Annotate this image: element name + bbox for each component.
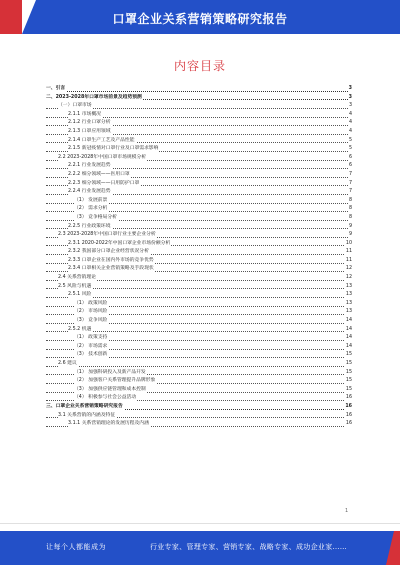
toc-entry-text: 2.2.3 细分领域——日用防护口罩 [68,180,140,189]
toc-entry-text: （3） 竞争风险 [74,317,108,326]
toc-entry[interactable] [46,145,352,154]
toc-entry[interactable] [46,257,352,266]
toc-entry-text: 2.2.4 行业发展趋势 [68,188,112,197]
toc-entry[interactable] [46,274,352,283]
toc-entry-page: 8 [348,197,352,206]
toc-entry-page: 10 [345,240,352,249]
toc-entry-page: 11 [345,248,352,257]
toc-entry-page: 16 [345,412,352,421]
toc-entry[interactable] [46,137,352,146]
toc-entry-text: 2.3.4 口罩相关企业营销策略及手段现状 [68,265,155,274]
toc-entry-text: （3） 加强供应链管理和成本控制 [74,386,147,395]
footer-red-accent [386,531,400,565]
toc-entry-text: 2.3 2023-2028年中国口罩行业主要企业分析 [58,231,157,240]
toc-entry-text: 一、引言 [46,85,66,94]
toc-entry-text: 2.2.2 细分领域——医用口罩 [68,171,131,180]
table-of-contents [46,85,352,429]
toc-entry[interactable] [46,300,352,309]
toc-entry[interactable] [46,102,352,111]
toc-entry[interactable] [46,291,352,300]
toc-entry-text: 2.1.3 口罩应用领域 [68,128,112,137]
toc-entry-page: 9 [348,223,352,232]
toc-entry-text: 2.5.2 机遇 [68,326,92,335]
toc-entry-page: 12 [345,265,352,274]
footer-divider [0,523,400,524]
toc-entry-text: 2.1.2 行业口罩分析 [68,119,112,128]
toc-entry[interactable] [46,248,352,257]
toc-entry-page: 16 [344,403,352,412]
toc-entry[interactable] [46,188,352,197]
toc-entry-text: （1） 加强科研投入及新产品开发 [74,369,147,378]
toc-entry-text: 2.3.2 我国部分口罩企业经营状况分析 [68,248,150,257]
toc-entry-text: （一）口罩市场 [58,102,93,111]
toc-entry[interactable] [46,351,352,360]
toc-entry[interactable] [46,377,352,386]
toc-entry-page: 14 [345,343,352,352]
toc-entry[interactable] [46,326,352,335]
toc-entry-text: 二、2023-2028年口罩市场前景及趋势预测 [46,94,143,103]
toc-entry[interactable] [46,343,352,352]
toc-entry-page: 14 [345,326,352,335]
toc-entry-page: 5 [348,137,352,146]
toc-entry-text: （2） 需求分析 [74,205,108,214]
toc-heading: 内容目录 [173,59,226,73]
toc-entry-page: 7 [348,180,352,189]
toc-entry[interactable] [46,240,352,249]
toc-entry-page: 4 [348,119,352,128]
toc-entry-page: 15 [345,377,352,386]
toc-entry[interactable] [46,162,352,171]
toc-entry[interactable] [46,360,352,369]
toc-entry-text: （1） 政策风险 [74,300,108,309]
toc-entry[interactable] [46,394,352,403]
toc-entry[interactable] [46,308,352,317]
toc-entry-text: 2.3.3 口罩企业在国内外市场的竞争优势 [68,257,155,266]
toc-entry[interactable] [46,403,352,412]
toc-entry[interactable] [46,317,352,326]
toc-entry-page: 8 [348,214,352,223]
toc-entry-page: 13 [345,283,352,292]
toc-entry-text: （4） 积极参与社会公益活动 [74,394,137,403]
toc-entry-text: 2.2.1 行业发展趋势 [68,162,112,171]
toc-entry-text: 2.5.1 风险 [68,291,92,300]
toc-entry-page: 11 [345,257,352,266]
toc-entry[interactable] [46,369,352,378]
toc-entry-page: 4 [348,111,352,120]
toc-entry[interactable] [46,214,352,223]
toc-entry-text: （2） 市场需求 [74,343,108,352]
footer-banner [0,531,400,565]
toc-entry-page: 16 [345,394,352,403]
footer-slogan-left: 让每个人都能成为 [46,543,106,551]
toc-entry-page: 3 [348,94,352,103]
toc-entry-page: 15 [345,369,352,378]
toc-entry-text: 三、口罩企业关系营销策略研究报告 [46,403,124,412]
toc-leader-dots [46,91,348,92]
toc-entry[interactable] [46,119,352,128]
toc-entry[interactable] [46,283,352,292]
toc-entry-text: （2） 市场风险 [74,308,108,317]
toc-entry-page: 7 [348,188,352,197]
toc-entry[interactable] [46,128,352,137]
toc-entry-text: 2.4 关系营销理论 [58,274,97,283]
toc-entry-page: 7 [348,171,352,180]
toc-entry-text: 2.1.4 口罩生产工艺及产品性能 [68,137,136,146]
toc-entry[interactable] [46,171,352,180]
toc-entry-text: 2.6 建议 [58,360,78,369]
toc-entry-text: 2.1.1 市场概况 [68,111,102,120]
toc-entry-text: 2.1.5 新冠疫情对口罩行业及口罩需求影响 [68,145,159,154]
toc-entry-text: 3.1.1 关系营销理论的发展历程及内涵 [68,420,150,429]
toc-entry[interactable] [46,334,352,343]
toc-entry-page: 9 [348,231,352,240]
toc-entry-text: 2.5 风险与机遇 [58,283,92,292]
toc-entry[interactable] [46,85,352,94]
header-banner [0,0,400,34]
toc-entry-page: 13 [345,300,352,309]
toc-entry-page: 15 [345,386,352,395]
toc-entry[interactable] [46,154,352,163]
toc-entry-page: 5 [348,145,352,154]
toc-entry-page: 6 [348,154,352,163]
toc-entry-page: 12 [345,274,352,283]
toc-entry[interactable] [46,386,352,395]
toc-entry-page: 3 [348,85,352,94]
toc-entry[interactable] [46,412,352,421]
toc-entry-text: 2.2 2023-2028年中国口罩市场规模分析 [58,154,147,163]
toc-entry[interactable] [46,205,352,214]
toc-entry-text: （1） 发展前景 [74,197,108,206]
toc-entry[interactable] [46,197,352,206]
toc-entry-text: （3） 竞争格局分析 [74,214,118,223]
toc-entry-text: （2） 加强客户关系管理提升品牌形象 [74,377,156,386]
toc-entry[interactable] [46,94,352,103]
toc-entry[interactable] [46,265,352,274]
toc-entry-page: 8 [348,205,352,214]
toc-entry[interactable] [46,231,352,240]
toc-entry-page: 15 [345,360,352,369]
toc-entry-text: 2.2.5 行业政策环境 [68,223,112,232]
toc-entry-page: 14 [345,317,352,326]
footer-slogan-right: 行业专家、管理专家、营销专家、战略专家、成功企业家…… [150,543,348,551]
toc-entry-text: 2.3.1 2020-2022年中国口罩企业市场份额分析 [68,240,171,249]
document-title: 口罩企业关系营销策略研究报告 [112,12,288,26]
toc-entry[interactable] [46,223,352,232]
toc-entry-text: （1） 政策支持 [74,334,108,343]
toc-entry[interactable] [46,420,352,429]
toc-entry-page: 14 [345,334,352,343]
toc-entry[interactable] [46,111,352,120]
toc-entry-page: 13 [345,308,352,317]
toc-entry-text: （3） 技术创新 [74,351,108,360]
toc-entry-page: 3 [348,102,352,111]
toc-entry-page: 16 [345,420,352,429]
toc-entry-page: 15 [345,351,352,360]
toc-leader-dots [46,366,348,367]
toc-entry-page: 13 [345,291,352,300]
toc-entry[interactable] [46,180,352,189]
toc-entry-page: 6 [348,162,352,171]
toc-entry-text: 3.1 关系营销的内涵及特征 [58,412,116,421]
page-number: 1 [345,508,349,514]
toc-entry-page: 4 [348,128,352,137]
